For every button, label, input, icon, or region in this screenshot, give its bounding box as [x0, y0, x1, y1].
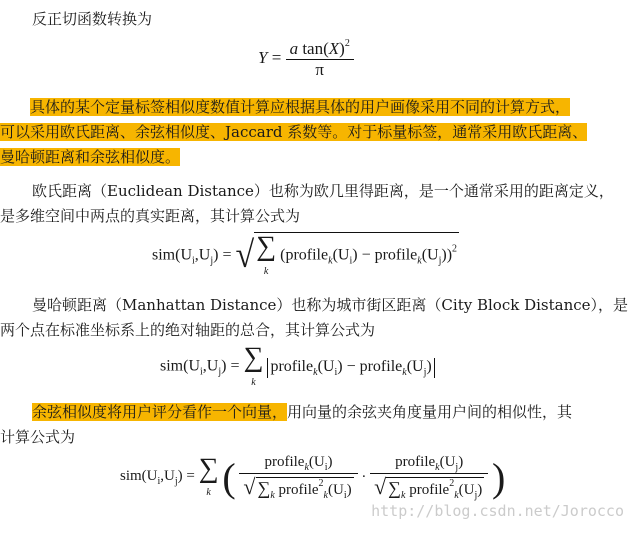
para2-line1: 欧氏距离（Euclidean Distance）也称为欧几里得距离，是一个通常采用的距离定义， — [32, 182, 614, 200]
sqrt-symbol: √ — [235, 235, 255, 276]
formula-var: Y — [258, 47, 268, 67]
para3-line2: 两个点在标准坐标系上的绝对轴距的总合，其计算公式为 — [0, 321, 376, 339]
watermark: http://blog.csdn.net/Jorocco — [371, 502, 624, 520]
cosine-fraction-right: $\frac{profile_k(U_j)}{√ \sum_k profile^2_k(U_j)}$ — [370, 454, 488, 501]
formula-manhattan: $sim(U_i,U_j)$ = ∑ k $profile_k(U_i)$ − $profile_k(U_j)$ — [160, 344, 435, 390]
para4-line1: 余弦相似度将用户评分看作一个向量，用向量的余弦夹角度量用户间的相似性，其 — [32, 403, 573, 421]
para1-line1: 具体的某个定量标签相似度数值计算应根据具体的用户画像采用不同的计算方式， — [30, 98, 571, 116]
formula-euclidean: $sim(U_i,U_j)$ = √∑ k ($profile_k(U_i)$ − $profile_k(U_j))^2$ — [152, 231, 458, 277]
para4-line2: 计算公式为 — [0, 428, 76, 446]
formula-cosine: $sim(U_i,U_j)$ = ∑ k ( $\frac{profile_k(U_i)}{√ \sum_k profile^2_k(U_i)}$ · $\frac{profile_k(U_j)}{√ \sum_k profile^2_k(U_j)}$ ) — [120, 453, 506, 501]
formula-eq: = — [271, 47, 282, 67]
formula-fraction: $\frac{a \tan(X)^2}{\pi}$ — [286, 38, 354, 80]
para1-line2: 可以采用欧氏距离、余弦相似度、Jaccard 系数等。对于标量标签，通常采用欧氏距离、 — [0, 123, 588, 141]
sqrt-body: ∑ k ($profile_k(U_i)$ − $profile_k(U_j))^2$ — [256, 231, 458, 277]
heading: 反正切函数转换为 — [32, 10, 153, 28]
para1-line3: 曼哈顿距离和余弦相似度。 — [0, 148, 181, 166]
formula-arctan — [258, 38, 354, 80]
para3-line1: 曼哈顿距离（Manhattan Distance）也称为城市街区距离（City Block Distance），是 — [32, 296, 629, 314]
para2-line2: 是多维空间中两点的真实距离，其计算公式为 — [0, 207, 301, 225]
cosine-fraction-left: $\frac{profile_k(U_i)}{√ \sum_k profile^2_k(U_i)}$ — [239, 454, 357, 501]
